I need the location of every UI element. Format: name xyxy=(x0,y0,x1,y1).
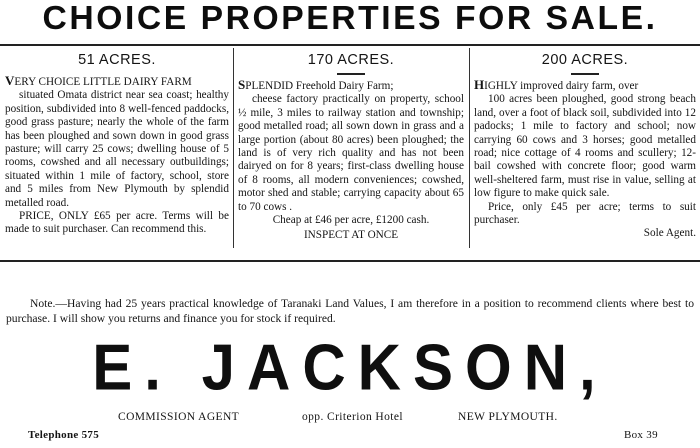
agent-location: opp. Criterion Hotel xyxy=(302,411,403,423)
listing-heading: 170 ACRES. xyxy=(307,52,395,68)
lead-text: IGHLY improved dairy farm, over xyxy=(484,80,639,92)
listing-lead xyxy=(238,78,464,93)
agent-town: NEW PLYMOUTH. xyxy=(458,411,558,423)
listing-price: Cheap at £46 per acre, £1200 cash. xyxy=(272,214,430,227)
lead-text: ERY CHOICE LITTLE DAIRY FARM xyxy=(14,76,192,88)
listing-lead xyxy=(474,78,696,93)
lead-text: PLENDID Freehold Dairy Farm; xyxy=(245,80,394,92)
column-divider-1 xyxy=(233,48,234,248)
middle-rule xyxy=(0,260,700,262)
listing-price: Price, only £45 per acre; terms to suit purchaser. xyxy=(474,200,696,227)
agent-note: Note.—Having had 25 years practical knowledge of Taranaki Land Values, I am therefore in a position to recommend clients where best to purchase. I will show you returns and finance you for stock if required. xyxy=(6,297,694,325)
headline: CHOICE PROPERTIES FOR SALE. xyxy=(42,0,658,36)
listing-51-acres xyxy=(5,50,229,250)
column-divider-2 xyxy=(469,48,470,248)
listing-body: situated Omata district near sea coast; healthy position, subdivided into 8 well-fenced paddocks, good grass pasture; nearly the whole of the farm has been ploughed and sown down in good grass pasture; will carry 25 cows; dwelling house of 5 rooms, cowshed and all necessary outbuildings; situated within 1 mile of factory, school, store and 5 miles from New Plymouth by splendid metalled road. xyxy=(5,89,229,209)
listing-lead xyxy=(5,74,229,89)
listing-body: 100 acres been ploughed, good strong beach land, over a foot of black soil, subdivided into 12 padocks; 1 mile to factory and school; now carrying 60 cows and 3 horses; good metalled road; nice cottage of 4 rooms and scullery; 12-bail cowshed with concrete floor; good warm well-sheltered farm, must rise in value, selling at low figure to make quick sale. xyxy=(474,93,696,200)
drop-letter: H xyxy=(474,77,485,92)
drop-letter: S xyxy=(238,77,246,92)
listing-heading: 200 ACRES. xyxy=(541,52,629,68)
listing-200-acres xyxy=(474,50,696,250)
box-number: Box 39 xyxy=(624,429,658,441)
listing-body: cheese factory practically on property, school ½ mile, 3 miles to railway station and township; good metalled road; all sown down in grass and a large portion (about 80 acres) been ploughed; the land is of very rich quality and has not been dairyed on for 8 years; first-class dwelling house of 8 rooms, all modern conveniences; cowshed, motor shed and stable; carrying capacity about 65 to 70 cows . xyxy=(238,93,464,213)
listing-170-acres xyxy=(238,50,464,250)
listing-price: PRICE, ONLY £65 per acre. Terms will be made to suit purchaser. Can recommend this. xyxy=(5,210,229,236)
top-rule xyxy=(0,44,700,46)
listing-heading: 51 ACRES. xyxy=(78,52,156,68)
drop-letter: V xyxy=(5,73,15,88)
telephone-number: Telephone 575 xyxy=(28,429,100,441)
listing-signature: Sole Agent. xyxy=(643,227,696,240)
separator-dash xyxy=(337,73,365,75)
separator-dash xyxy=(571,73,599,75)
agent-title: COMMISSION AGENT xyxy=(118,411,240,423)
listing-cta: INSPECT AT ONCE xyxy=(303,229,399,242)
agent-name: E. JACKSON, xyxy=(92,331,608,404)
